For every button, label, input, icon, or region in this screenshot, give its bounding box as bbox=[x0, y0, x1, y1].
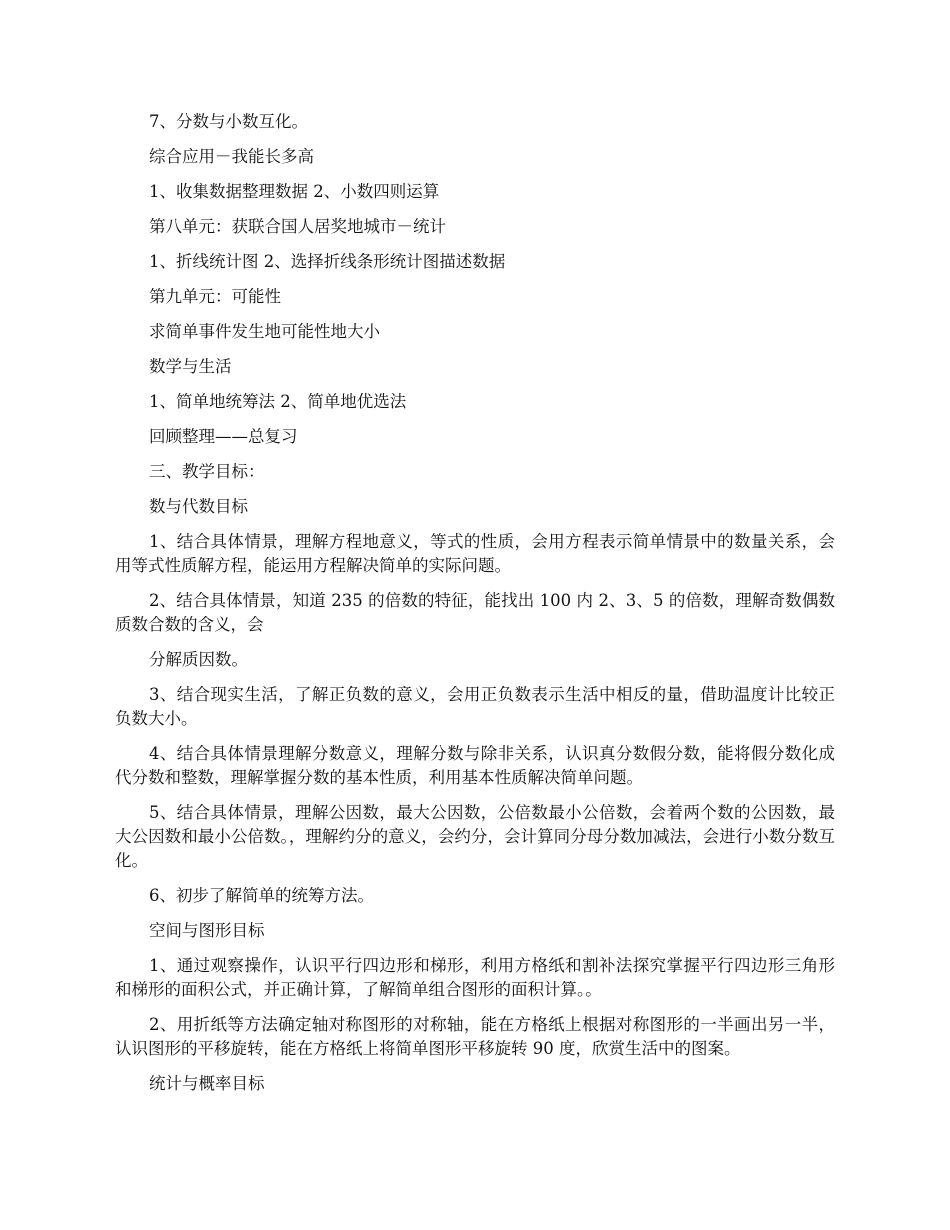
paragraph: 3、结合现实生活，了解正负数的意义，会用正负数表示生活中相反的量，借助温度计比较正负数大小。 bbox=[115, 685, 835, 728]
subsection-heading: 空间与图形目标 bbox=[149, 921, 265, 940]
section-heading: 三、教学目标： bbox=[149, 462, 265, 481]
paragraph: 2、结合具体情景，知道 235 的倍数的特征，能找出 100 内 2、3、5 的倍数，理解奇数偶数质数合数的含义，会 bbox=[115, 591, 835, 634]
paragraph: 1、结合具体情景，理解方程地意义，等式的性质，会用方程表示简单情景中的数量关系，会用等式性质解方程，能运用方程解决简单的实际问题。 bbox=[115, 532, 835, 575]
document-body bbox=[115, 110, 835, 1107]
paragraph: 求简单事件发生地可能性地大小 bbox=[149, 322, 380, 341]
paragraph: 7、分数与小数互化。 bbox=[149, 112, 308, 131]
paragraph: 1、折线统计图 2、选择折线条形统计图描述数据 bbox=[149, 252, 506, 271]
section-heading: 数学与生活 bbox=[149, 357, 232, 376]
paragraph: 5、结合具体情景，理解公因数，最大公因数，公倍数最小公倍数，会着两个数的公因数，最大公因数和最小公倍数。，理解约分的意义，会约分，会计算同分母分数加减法，会进行小数分数互化。 bbox=[115, 803, 835, 870]
section-heading: 综合应用－我能长多高 bbox=[149, 147, 314, 166]
paragraph: 分解质因数。 bbox=[149, 650, 248, 669]
paragraph: 6、初步了解简单的统筹方法。 bbox=[149, 886, 374, 905]
paragraph: 2、用折纸等方法确定轴对称图形的对称轴，能在方格纸上根据对称图形的一半画出另一半，认识图形的平移旋转，能在方格纸上将简单图形平移旋转 90 度，欣赏生活中的图案。 bbox=[115, 1015, 835, 1058]
paragraph: 4、结合具体情景理解分数意义，理解分数与除非关系，认识真分数假分数，能将假分数化成代分数和整数，理解掌握分数的基本性质，利用基本性质解决简单问题。 bbox=[115, 744, 835, 787]
paragraph: 1、收集数据整理数据 2、小数四则运算 bbox=[149, 182, 440, 201]
subsection-heading: 数与代数目标 bbox=[149, 497, 248, 516]
paragraph: 1、通过观察操作，认识平行四边形和梯形，利用方格纸和割补法探究掌握平行四边形三角形和梯形的面积公式，并正确计算，了解简单组合图形的面积计算。。 bbox=[115, 956, 835, 999]
subsection-heading: 统计与概率目标 bbox=[149, 1074, 265, 1093]
unit-heading: 第九单元：可能性 bbox=[149, 287, 281, 306]
section-heading: 回顾整理——总复习 bbox=[149, 427, 298, 446]
paragraph: 1、简单地统筹法 2、简单地优选法 bbox=[149, 392, 407, 411]
unit-heading: 第八单元：获联合国人居奖地城市－统计 bbox=[149, 217, 446, 236]
